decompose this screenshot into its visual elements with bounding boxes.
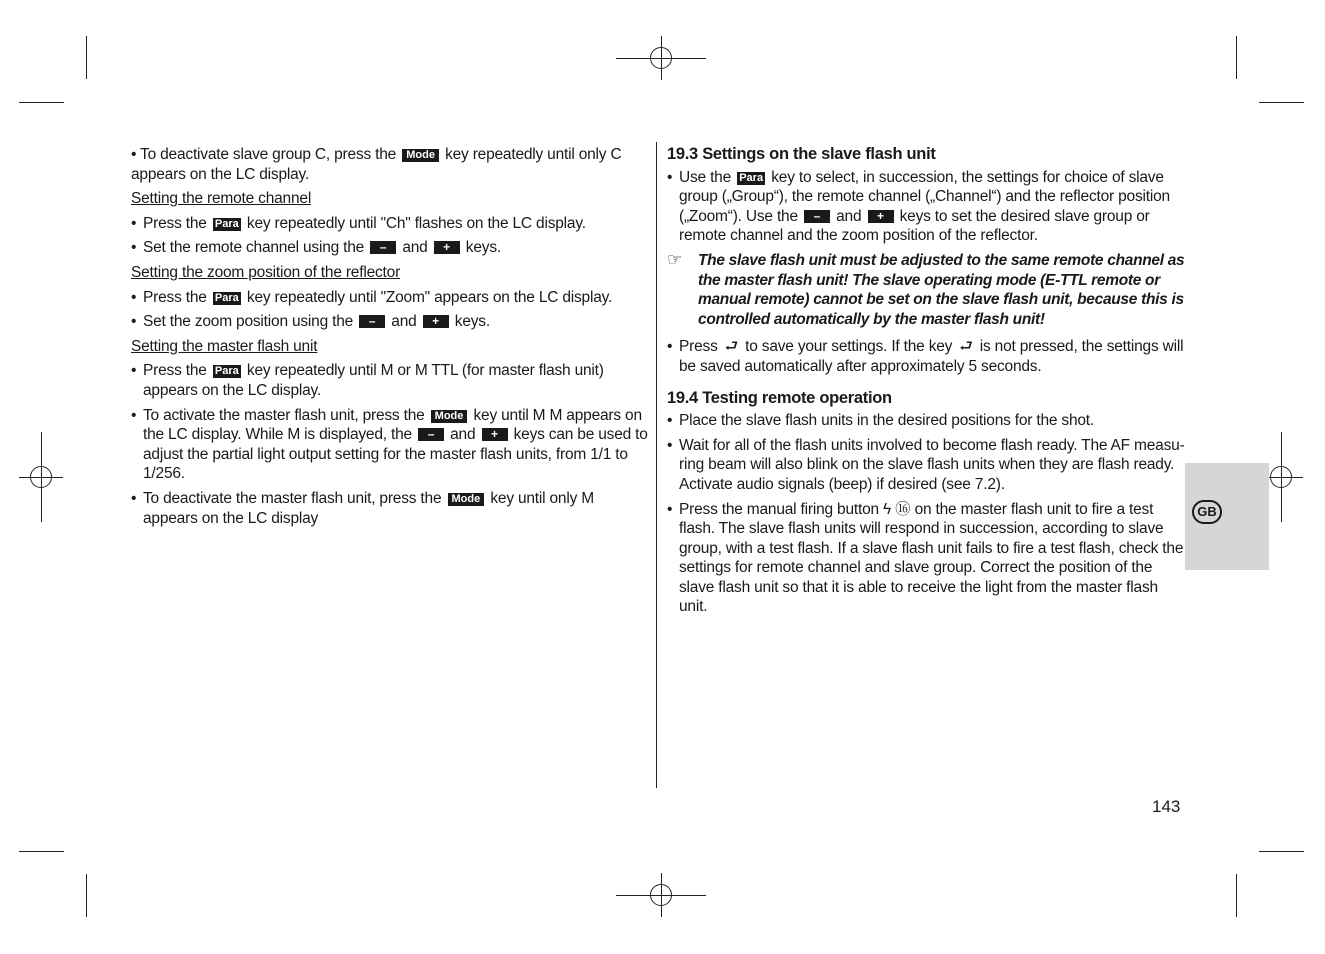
list-item: • Press the Para key repeatedly until "Zoom" appears on the LC display. (131, 288, 651, 308)
registration-line (1281, 432, 1282, 522)
mode-key-icon: Mode (402, 149, 439, 162)
registration-line (661, 36, 662, 80)
list-item: • Press the Para key repeatedly until "Ch" flashes on the LC display. (131, 214, 651, 234)
list-item: • Place the slave flash units in the desired positions for the shot. (667, 411, 1187, 431)
subheading: Setting the zoom position of the reflector (131, 263, 401, 281)
minus-key-icon: – (418, 428, 444, 441)
return-key-icon: ⮐ (959, 338, 973, 356)
crop-mark (86, 36, 87, 79)
list-item: • To activate the master flash unit, press the Mode key until M M appears on the LC display. While M is displayed, the – and + keys can be used to adjust the partial light output setting for the master flash units, from 1/1 to 1/256. (131, 406, 651, 484)
minus-key-icon: – (359, 315, 385, 328)
column-divider (656, 142, 657, 788)
crop-mark (86, 874, 87, 917)
list-item: • Set the zoom position using the – and + keys. (131, 312, 651, 332)
plus-key-icon: + (423, 315, 449, 328)
list-item: • Press the Para key repeatedly until M or M TTL (for master flash unit) appears on the LC display. (131, 361, 651, 400)
return-key-icon: ⮐ (724, 338, 739, 356)
crop-mark (1236, 874, 1237, 917)
minus-key-icon: – (370, 241, 396, 254)
mode-key-icon: Mode (431, 410, 468, 423)
list-item: • To deactivate the master flash unit, press the Mode key until only M appears on the LC display (131, 489, 651, 528)
para-key-icon: Para (213, 292, 241, 305)
para-key-icon: Para (213, 365, 241, 378)
para-key-icon: Para (737, 172, 765, 185)
crop-mark (1259, 102, 1304, 103)
right-column (667, 145, 1187, 622)
flash-button-icon: ϟ (883, 500, 892, 518)
list-item: • Set the remote channel using the – and + keys. (131, 238, 651, 258)
list-item: • Use the Para key to select, in succession, the settings for choice of slave group („Group“), the remote channel („Channel“) and the reflector position („Zoom“). Use the – and + keys to set the desired slave group or remote channel and the zoom position of the reflector. (667, 168, 1187, 246)
section-heading: 19.4 Testing remote operation (667, 388, 892, 407)
minus-key-icon: – (804, 210, 830, 223)
crop-mark (19, 851, 64, 852)
plus-key-icon: + (434, 241, 460, 254)
circled-number-icon: ⑯ (895, 500, 911, 518)
language-badge: GB (1192, 500, 1222, 524)
crop-mark (1259, 851, 1304, 852)
warning-note: ☞ The slave flash unit must be adjusted to the same remote channel as the master flash unit! The slave operating mode (E-TTL remote or manual remote) cannot be set on the slave flash unit, because this is controlled automatically by the master flash unit! (667, 249, 1185, 328)
page-number: 143 (1152, 797, 1181, 816)
crop-mark (19, 102, 64, 103)
mode-key-icon: Mode (448, 493, 485, 506)
list-item: • Press the manual firing button ϟ ⑯ on the master flash unit to fire a test flash. The slave flash units will respond in succession, according to slave group, with a test flash. If a slave flash unit fails to fire a test flash, check the settings for remote channel and slave group. Correct the position of the slave flash unit so that it is able to receive the light from the master flash unit. (667, 500, 1187, 618)
crop-mark (1236, 36, 1237, 79)
registration-line (661, 873, 662, 917)
subheading: Setting the remote channel (131, 190, 312, 208)
left-column (131, 145, 651, 533)
plus-key-icon: + (868, 210, 894, 223)
section-heading: 19.3 Settings on the slave flash unit (667, 145, 936, 163)
paragraph: • To deactivate slave group C, press the Mode key repeatedly until only C appears on the LC display. (131, 146, 622, 183)
subheading: Setting the master flash unit (131, 337, 318, 355)
para-key-icon: Para (213, 218, 241, 231)
registration-line (41, 432, 42, 522)
list-item: • Wait for all of the flash units involved to become flash ready. The AF measu-ring beam will also blink on the slave flash units when they are flash ready. Activate audio signals (beep) if desired (see 7.2). (667, 436, 1187, 495)
list-item: • Press ⮐ to save your settings. If the key ⮐ is not pressed, the settings will be saved automatically after approximately 5 seconds. (667, 337, 1187, 376)
plus-key-icon: + (482, 428, 508, 441)
pointing-hand-icon: ☞ (667, 249, 682, 269)
